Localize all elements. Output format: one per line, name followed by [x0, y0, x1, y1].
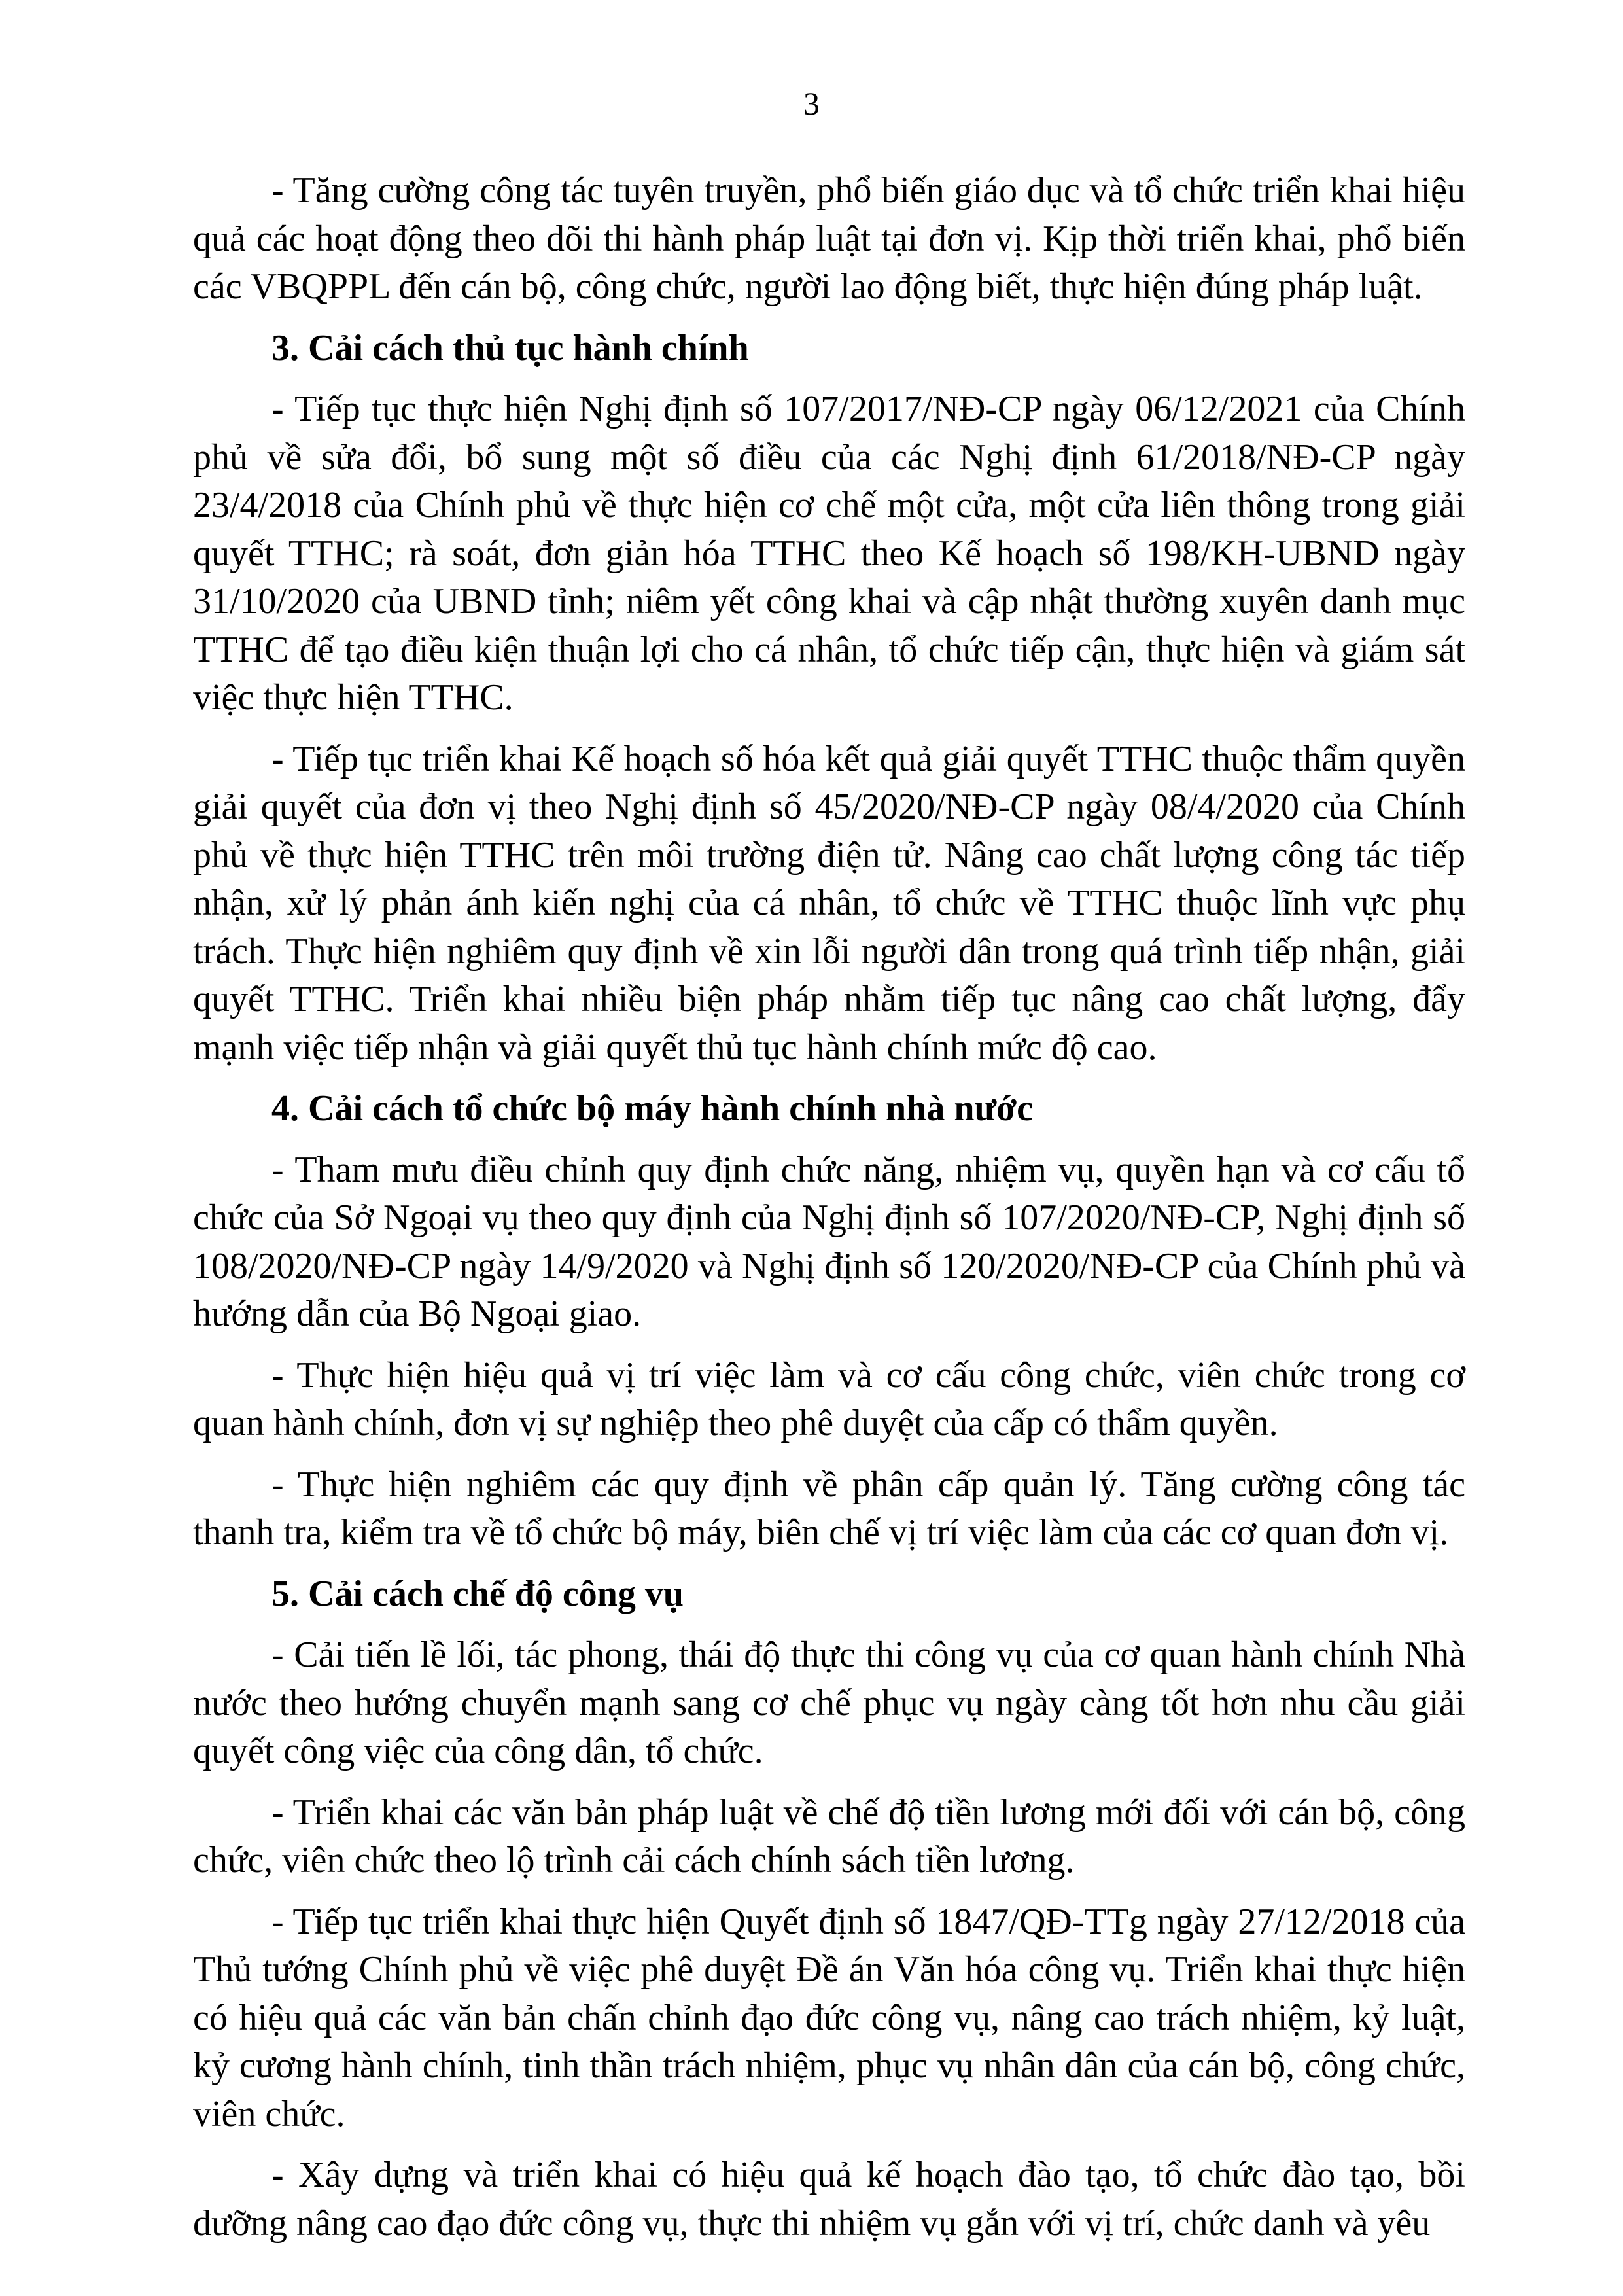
paragraph: - Triển khai các văn bản pháp luật về chế độ tiền lương mới đối với cán bộ, công chức, viên chức theo lộ trình cải cách chính sách tiền lương.: [193, 1792, 1465, 1881]
paragraph: - Tiếp tục triển khai Kế hoạch số hóa kết quả giải quyết TTHC thuộc thẩm quyền giải quyết của đơn vị theo Nghị định số 45/2020/NĐ-CP ngày 08/4/2020 của Chính phủ về thực hiện TTHC trên môi trường điện tử. Nâng cao chất lượng công tác tiếp nhận, xử lý phản ánh kiến nghị của cá nhân, tổ chức về TTHC thuộc lĩnh vực phụ trách. Thực hiện nghiêm quy định về xin lỗi người dân trong quá trình tiếp nhận, giải quyết TTHC. Triển khai nhiều biện pháp nhằm tiếp tục nâng cao chất lượng, đẩy mạnh việc tiếp nhận và giải quyết thủ tục hành chính mức độ cao.: [193, 738, 1465, 1068]
page-number: 3: [803, 85, 820, 122]
paragraph: - Tham mưu điều chỉnh quy định chức năng, nhiệm vụ, quyền hạn và cơ cấu tổ chức của Sở Ngoại vụ theo quy định của Nghị định số 107/2020/NĐ-CP, Nghị định số 108/2020/NĐ-CP ngày 14/9/2020 và Nghị định số 120/2020/NĐ-CP của Chính phủ và hướng dẫn của Bộ Ngoại giao.: [193, 1149, 1465, 1334]
document-body: [193, 167, 1465, 2261]
paragraph: - Tiếp tục thực hiện Nghị định số 107/2017/NĐ-CP ngày 06/12/2021 của Chính phủ về sửa đổi, bổ sung một số điều của các Nghị định 61/2018/NĐ-CP ngày 23/4/2018 của Chính phủ về thực hiện cơ chế một cửa, một cửa liên thông trong giải quyết TTHC; rà soát, đơn giản hóa TTHC theo Kế hoạch số 198/KH-UBND ngày 31/10/2020 của UBND tỉnh; niêm yết công khai và cập nhật thường xuyên danh mục TTHC để tạo điều kiện thuận lợi cho cá nhân, tổ chức tiếp cận, thực hiện và giám sát việc thực hiện TTHC.: [193, 389, 1465, 718]
paragraph: - Tiếp tục triển khai thực hiện Quyết định số 1847/QĐ-TTg ngày 27/12/2018 của Thủ tướng Chính phủ về việc phê duyệt Đề án Văn hóa công vụ. Triển khai thực hiện có hiệu quả các văn bản chấn chỉnh đạo đức công vụ, nâng cao trách nhiệm, kỷ luật, kỷ cương hành chính, tinh thần trách nhiệm, phục vụ nhân dân của cán bộ, công chức, viên chức.: [193, 1901, 1465, 2134]
paragraph: - Cải tiến lề lối, tác phong, thái độ thực thi công vụ của cơ quan hành chính Nhà nước theo hướng chuyển mạnh sang cơ chế phục vụ ngày càng tốt hơn nhu cầu giải quyết công việc của công dân, tổ chức.: [193, 1634, 1465, 1771]
paragraph: - Tăng cường công tác tuyên truyền, phổ biến giáo dục và tổ chức triển khai hiệu quả các hoạt động theo dõi thi hành pháp luật tại đơn vị. Kịp thời triển khai, phổ biến các VBQPPL đến cán bộ, công chức, người lao động biết, thực hiện đúng pháp luật.: [193, 170, 1465, 307]
section-heading: 4. Cải cách tổ chức bộ máy hành chính nhà nước: [271, 1088, 1033, 1129]
section-heading: 3. Cải cách thủ tục hành chính: [271, 327, 749, 368]
section-heading: 5. Cải cách chế độ công vụ: [271, 1573, 684, 1614]
paragraph: - Thực hiện nghiêm các quy định về phân cấp quản lý. Tăng cường công tác thanh tra, kiểm tra về tổ chức bộ máy, biên chế vị trí việc làm của các cơ quan đơn vị.: [193, 1464, 1465, 1553]
paragraph: - Xây dựng và triển khai có hiệu quả kế hoạch đào tạo, tổ chức đào tạo, bồi dưỡng nâng cao đạo đức công vụ, thực thi nhiệm vụ gắn với vị trí, chức danh và yêu: [193, 2155, 1465, 2244]
paragraph: - Thực hiện hiệu quả vị trí việc làm và cơ cấu công chức, viên chức trong cơ quan hành chính, đơn vị sự nghiệp theo phê duyệt của cấp có thẩm quyền.: [193, 1354, 1465, 1443]
